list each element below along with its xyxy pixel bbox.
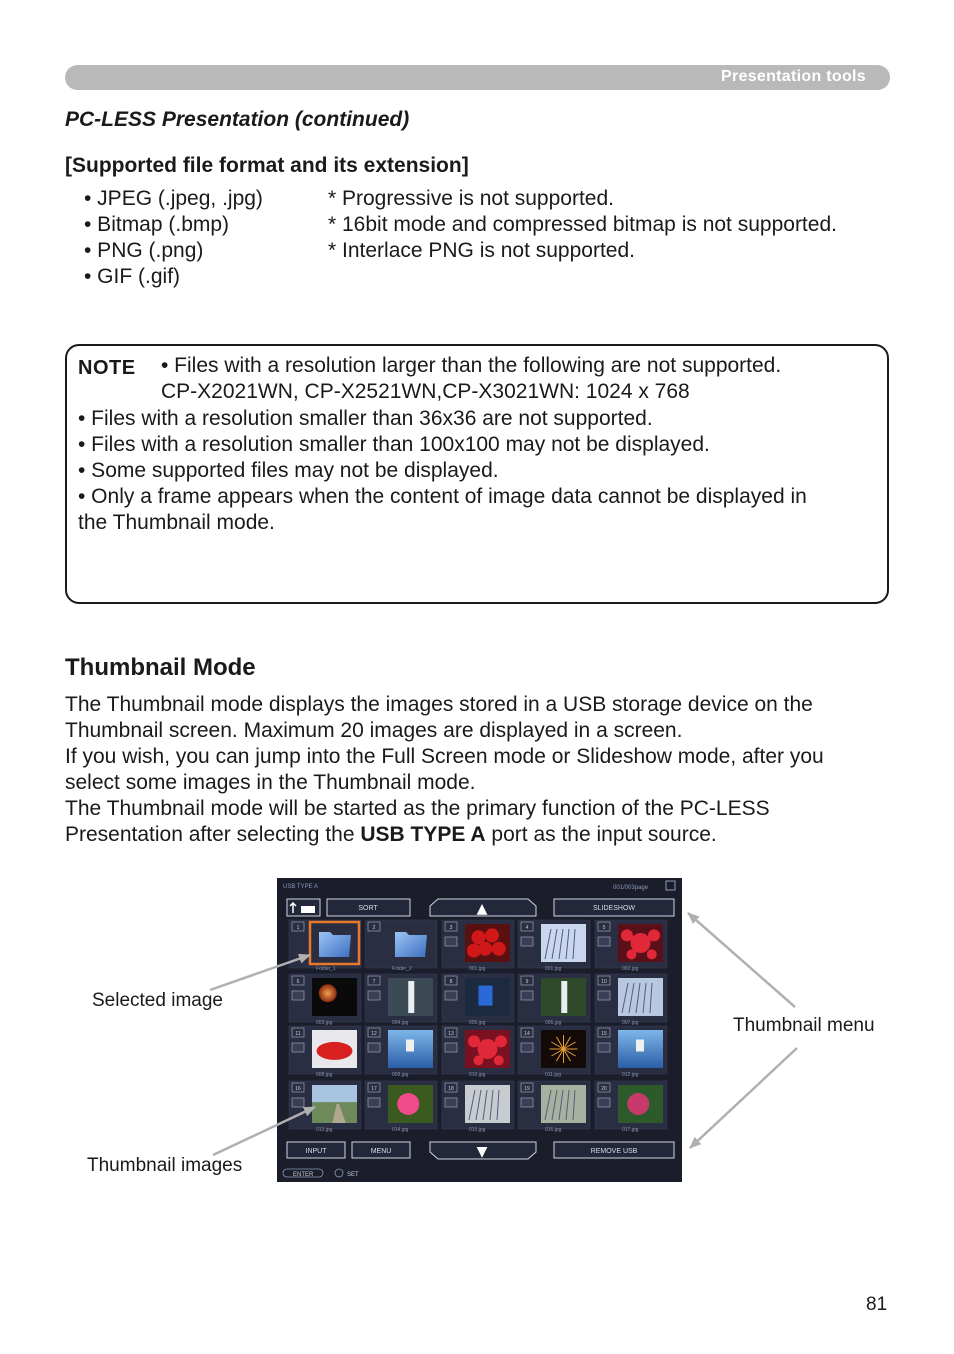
usb-type-a-term: USB TYPE A bbox=[360, 823, 486, 846]
body-line: The Thumbnail mode displays the images stored in a USB storage device on the bbox=[65, 693, 813, 716]
body-line: If you wish, you can jump into the Full Screen mode or Slideshow mode, after you bbox=[65, 745, 824, 768]
thumbnail-filename: 008.jpg bbox=[316, 1072, 333, 1078]
thumbnail-number: 4 bbox=[525, 925, 529, 931]
format-note: * Interlace PNG is not supported. bbox=[328, 239, 635, 262]
thumbnail-menu-arrow-up bbox=[688, 913, 795, 1007]
thumbnail-filename: 001.jpg bbox=[469, 966, 486, 972]
thumbnail-filename: 006.jpg bbox=[545, 1020, 562, 1026]
note-line: CP-X2021WN, CP-X2521WN,CP-X3021WN: 1024 x 768 bbox=[161, 380, 690, 403]
footer-enter-hint: ENTER bbox=[293, 1172, 314, 1178]
note-line: the Thumbnail mode. bbox=[78, 511, 275, 534]
format-item: • GIF (.gif) bbox=[84, 265, 181, 288]
thumbnail-number: 8 bbox=[449, 979, 453, 985]
thumbnail-number: 5 bbox=[602, 925, 606, 931]
thumbnail-filename: 012.jpg bbox=[622, 1072, 639, 1078]
page-subtitle: PC-LESS Presentation (continued) bbox=[65, 108, 410, 131]
thumbnail-filename: 016.jpg bbox=[545, 1127, 562, 1133]
format-item: • PNG (.png) bbox=[84, 239, 204, 262]
thumbnail-number: 18 bbox=[448, 1086, 454, 1092]
format-note: * Progressive is not supported. bbox=[328, 187, 614, 210]
format-item: • Bitmap (.bmp) bbox=[84, 213, 230, 236]
thumbnail-filename: 011.jpg bbox=[545, 1072, 562, 1078]
callout-thumbnail-images: Thumbnail images bbox=[87, 1155, 243, 1176]
slideshow-button-label: SLIDESHOW bbox=[592, 905, 636, 912]
thumbnail-filename: 017.jpg bbox=[622, 1127, 639, 1133]
body-text-run: port as the input source. bbox=[485, 823, 717, 846]
thumbnail-number: 19 bbox=[524, 1086, 530, 1092]
sort-button-label: SORT bbox=[358, 905, 378, 912]
formats-heading: [Supported file format and its extension] bbox=[65, 154, 469, 177]
thumbnail-number: 12 bbox=[371, 1031, 377, 1037]
menu-button-label: MENU bbox=[370, 1148, 392, 1155]
selected-image-arrow bbox=[210, 955, 310, 990]
thumbnail-number: 3 bbox=[449, 925, 453, 931]
screen-title: USB TYPE A bbox=[283, 884, 318, 890]
body-line: select some images in the Thumbnail mode. bbox=[65, 771, 476, 794]
thumbnail-filename: Folder_1 bbox=[316, 966, 336, 972]
note-line: • Only a frame appears when the content of image data cannot be displayed in bbox=[78, 485, 807, 508]
thumbnail-number: 10 bbox=[601, 979, 607, 985]
thumbnail-filename: 015.jpg bbox=[469, 1127, 486, 1133]
thumbnail-filename: 010.jpg bbox=[469, 1072, 486, 1078]
body-line: The Thumbnail mode will be started as the primary function of the PC-LESS bbox=[65, 797, 770, 820]
remove-usb-button-label: REMOVE USB bbox=[590, 1148, 638, 1155]
thumbnail-number: 16 bbox=[295, 1086, 301, 1092]
down-arrow-icon: ▼ bbox=[476, 1144, 488, 1160]
thumbnail-images-arrow bbox=[213, 1107, 315, 1155]
thumbnail-number: 9 bbox=[525, 979, 529, 985]
input-button-label: INPUT bbox=[305, 1148, 327, 1155]
note-line: • Some supported files may not be displayed. bbox=[78, 459, 499, 482]
thumbnail-number: 7 bbox=[372, 979, 376, 985]
format-item: • JPEG (.jpeg, .jpg) bbox=[84, 187, 263, 210]
thumbnail-number: 11 bbox=[295, 1031, 301, 1037]
callout-thumbnail-menu: Thumbnail menu bbox=[733, 1015, 875, 1036]
thumbnail-number: 6 bbox=[296, 979, 300, 985]
note-label: NOTE bbox=[78, 357, 136, 379]
thumbnail-filename: 004.jpg bbox=[392, 1020, 409, 1026]
thumbnail-menu-arrow-down bbox=[690, 1048, 797, 1148]
screen-page-indicator: 001/003page bbox=[613, 885, 649, 891]
thumbnail-filename: Folder_2 bbox=[392, 966, 412, 972]
thumbnail-number: 20 bbox=[601, 1086, 607, 1092]
note-line: • Files with a resolution smaller than 100x100 may not be displayed. bbox=[78, 433, 710, 456]
callout-selected-image: Selected image bbox=[92, 990, 223, 1011]
thumbnail-number: 14 bbox=[524, 1031, 530, 1037]
section-header-label: Presentation tools bbox=[721, 68, 866, 85]
page-number: 81 bbox=[866, 1294, 888, 1315]
thumbnail-filename: 005.jpg bbox=[469, 1020, 486, 1026]
thumbnail-filename: 003.jpg bbox=[316, 1020, 333, 1026]
note-line: • Files with a resolution larger than the following are not supported. bbox=[161, 354, 782, 377]
body-line: Thumbnail screen. Maximum 20 images are displayed in a screen. bbox=[65, 719, 683, 742]
thumbnail-filename: 009.jpg bbox=[392, 1072, 409, 1078]
thumbnail-filename: 002.jpg bbox=[622, 966, 639, 972]
format-note: * 16bit mode and compressed bitmap is not supported. bbox=[328, 213, 837, 236]
footer-set-hint: SET bbox=[347, 1172, 359, 1178]
body-text-run: Presentation after selecting the bbox=[65, 823, 361, 846]
thumbnail-number: 15 bbox=[601, 1031, 607, 1037]
note-line: • Files with a resolution smaller than 36x36 are not supported. bbox=[78, 407, 653, 430]
thumbnail-filename: 014.jpg bbox=[392, 1127, 409, 1133]
thumbnail-number: 1 bbox=[296, 925, 300, 931]
thumbnail-number: 17 bbox=[371, 1086, 377, 1092]
thumbnail-filename: 007.jpg bbox=[622, 1020, 639, 1026]
thumbnail-number: 13 bbox=[448, 1031, 454, 1037]
thumbnail-filename: 013.jpg bbox=[316, 1127, 333, 1133]
thumbnail-filename: 001.jpg bbox=[545, 966, 562, 972]
section-title: Thumbnail Mode bbox=[65, 654, 256, 681]
thumbnail-number: 2 bbox=[372, 925, 376, 931]
up-arrow-icon: ▲ bbox=[476, 901, 488, 917]
